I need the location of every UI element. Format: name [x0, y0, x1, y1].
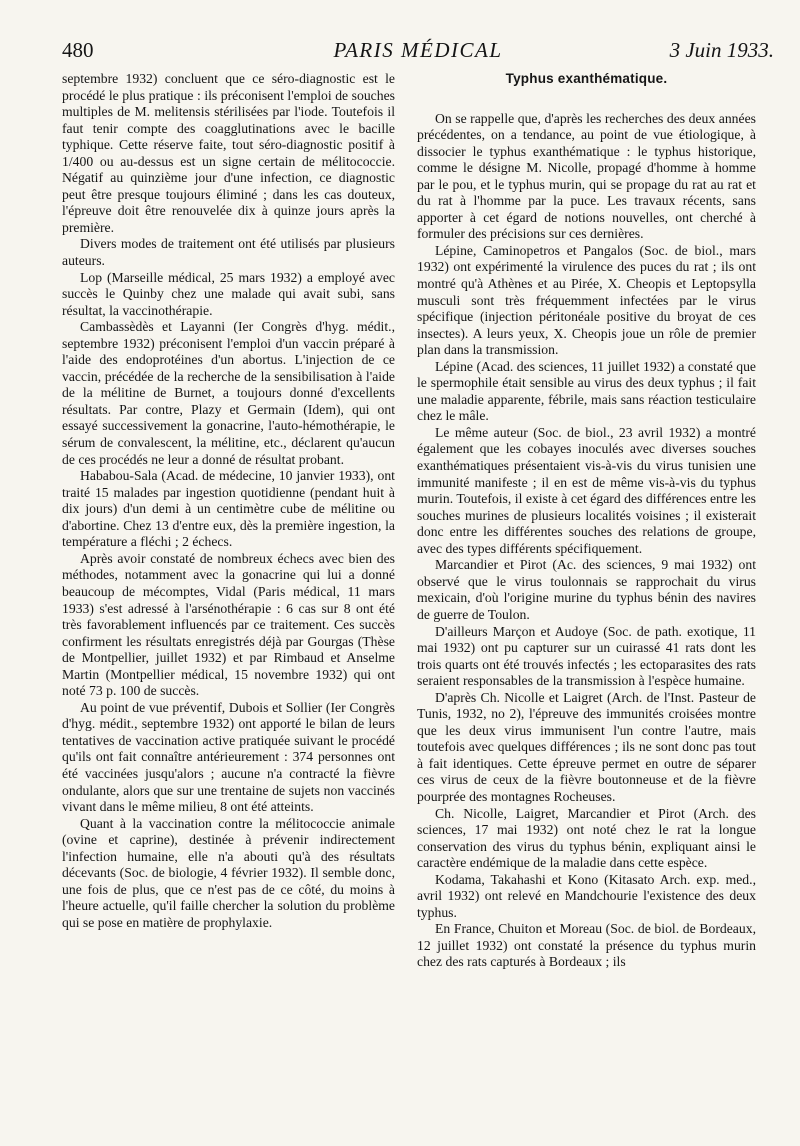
paragraph: Ch. Nicolle, Laigret, Marcandier et Pirot (Arch. des sciences, 17 mai 1932) ont noté chez le rat la longue conservation des virus du typhus bénin, expliquant ainsi le caractère endémique de la maladie dans cette espèce. [417, 805, 756, 871]
paragraph: D'après Ch. Nicolle et Laigret (Arch. de l'Inst. Pasteur de Tunis, 1932, no 2), l'épreuve des immunités croisées montre que les deux virus immunisent l'un contre l'autre, mais toutefois avec quelques différences ; ils ne sont donc pas tout à fait identiques. Cette épreuve permet en outre de séparer ces virus de ceux de la fièvre boutonneuse et de la fièvre pourprée des montagnes Rocheuses. [417, 689, 756, 804]
paragraph: Quant à la vaccination contre la mélitococcie animale (ovine et caprine), destinée à prévenir indirectement l'infection humaine, elle n'a abouti qu'à des résultats décevants (Soc. de biologie, 4 février 1932). Il semble donc, une fois de plus, que ce n'est pas de ce côté, du moins à l'heure actuelle, qu'il faille chercher la solution du problème qui se pose en matière de prophylaxie. [62, 815, 395, 930]
section-heading: Typhus exanthématique. [505, 71, 668, 86]
paragraph: Lépine, Caminopetros et Pangalos (Soc. de biol., mars 1932) ont expérimenté la virulence des puces du rat ; ils ont montré qu'à Athènes et au Pirée, X. Cheopis et Leptopsylla musculi sont très fréquemment infectées par le virus spécifique (injection péritonéale positive du broyat de ces insectes). A leurs yeux, X. Cheopis joue un rôle de premier plan dans la transmission. [417, 242, 756, 358]
paragraph: En France, Chuiton et Moreau (Soc. de biol. de Bordeaux, 12 juillet 1932) ont constaté la présence du typhus murin chez des rats capturés à Bordeaux ; ils [417, 921, 756, 970]
paragraph: Cambassèdès et Layanni (Ier Congrès d'hyg. médit., septembre 1932) préconisent l'emploi d'un vaccin préparé à l'aide des endoprotéines d'un abortus. L'injection de ce vaccin, précédée de la recherche de la sensibilisation à l'aide de la mélitine de Burnet, a toujours donné d'excellents résultats. Par contre, Plazy et Germain (Idem), qui ont essayé successivement la gonacrine, l'auto-hémothérapie, le sérum de convalescent, la mélitine, etc., déclarent qu'aucun de ces procédés ne leur a donné de résultat probant. [62, 319, 395, 467]
paragraph: Marcandier et Pirot (Ac. des sciences, 9 mai 1932) ont observé que le virus toulonnais se rapprochait du virus mexicain, d'où l'origine murine du typhus bénin des navires de guerre de Toulon. [417, 557, 756, 622]
issue-date: 3 Juin 1933. [669, 38, 774, 62]
right-column [417, 71, 756, 971]
paragraph: On se rappelle que, d'après les recherches des deux années précédentes, on a tendance, au point de vue étiologique, à dissocier le typhus exanthématique : le typhus historique, comme le désigne M. Nicolle, propagé d'homme à homme par le pou, et le typhus murin, qui se propage du rat au rat et du rat à l'homme par la puce. Les travaux récents, sans apporter à cet égard de notions nouvelles, ont cherché à formuler des précisions sur ces dernières. [417, 110, 756, 242]
paragraph: Au point de vue préventif, Dubois et Sollier (Ier Congrès d'hyg. médit., septembre 1932) ont apporté le bilan de leurs tentatives de vaccination active pratiquée suivant le procédé qu'ils ont fait connaître antérieurement : 374 personnes ont été vaccinées jusqu'alors ; aucune n'a contracté la fièvre ondulante, alors que sur une trentaine de sujets non vaccinés vivant dans le même milieu, 8 ont été atteints. [62, 699, 395, 815]
paragraph: Après avoir constaté de nombreux échecs avec bien des méthodes, notamment avec la gonacrine qui lui a donné beaucoup de mécomptes, Vidal (Paris médical, 11 mars 1933) s'est adressé à l'arsénothérapie : 6 cas sur 8 ont été très favorablement influencés par ce traitement. Ces succès confirment les résultats enregistrés déjà par Gourgas (Thèse de Montpellier, juillet 1932) et par Rimbaud et Anselme Martin (Montpellier médical, 15 novembre 1932) qui ont noté 73 p. 100 de succès. [62, 550, 395, 699]
page-header [62, 38, 774, 68]
paragraph: Hababou-Sala (Acad. de médecine, 10 janvier 1933), ont traité 15 malades par ingestion quotidienne (pendant huit à dix jours) d'un demi à un centimètre cube de mélitine ou d'abortine. Chez 13 d'entre eux, dès la première ingestion, la température a fléchi ; 2 échecs. [62, 468, 395, 550]
paragraph: septembre 1932) concluent que ce séro-diagnostic est le procédé le plus pratique : ils préconisent l'emploi de souches multiples de M. melitensis stérilisées par l'iode. Toutefois il faut tenir compte des coagglutinations avec le bacille typhique. Cette réserve faite, tout séro-diagnostic positif à 1/400 ou au-dessus est un signe certain de mélitococcie. Négatif au quinzième jour d'une infection, ce diagnostic peut être presque toujours éliminé ; dans les cas douteux, l'épreuve doit être renouvelée dix à quinze jours après la première. [62, 71, 395, 235]
paragraph: Lop (Marseille médical, 25 mars 1932) a employé avec succès le Quinby chez une malade qui avait subi, sans résultat, la vaccinothérapie. [62, 269, 395, 318]
left-column [62, 71, 395, 931]
paragraph: Divers modes de traitement ont été utilisés par plusieurs auteurs. [62, 236, 395, 269]
journal-title: PARIS MÉDICAL [333, 38, 503, 62]
paragraph: D'ailleurs Marçon et Audoye (Soc. de path. exotique, 11 mai 1932) ont pu capturer sur un cuirassé 41 rats dont les trois quarts ont été trouvés infectés ; les ectoparasites des rats seraient responsables de la transmission à l'espèce humaine. [417, 623, 756, 689]
paragraph: Le même auteur (Soc. de biol., 23 avril 1932) a montré également que les cobayes inoculés avec diverses souches exanthématiques présentaient vis-à-vis du virus tunisien une immunité manifeste ; il en est de même vis-à-vis du typhus murin. Toutefois, il existe à cet égard des différences entre les souches murines de plusieurs localités voisines ; il existerait donc entre les différentes souches des relations de groupe, avec des types différents spécifiquement. [417, 424, 756, 556]
paragraph: Kodama, Takahashi et Kono (Kitasato Arch. exp. med., avril 1932) ont relevé en Mandchourie l'existence des deux typhus. [417, 871, 756, 920]
paragraph: Lépine (Acad. des sciences, 11 juillet 1932) a constaté que le spermophile était sensible au virus des deux typhus ; il fait une maladie apparente, fébrile, mais sans réaction testiculaire chez le mâle. [417, 358, 756, 424]
page-number: 480 [62, 38, 94, 62]
